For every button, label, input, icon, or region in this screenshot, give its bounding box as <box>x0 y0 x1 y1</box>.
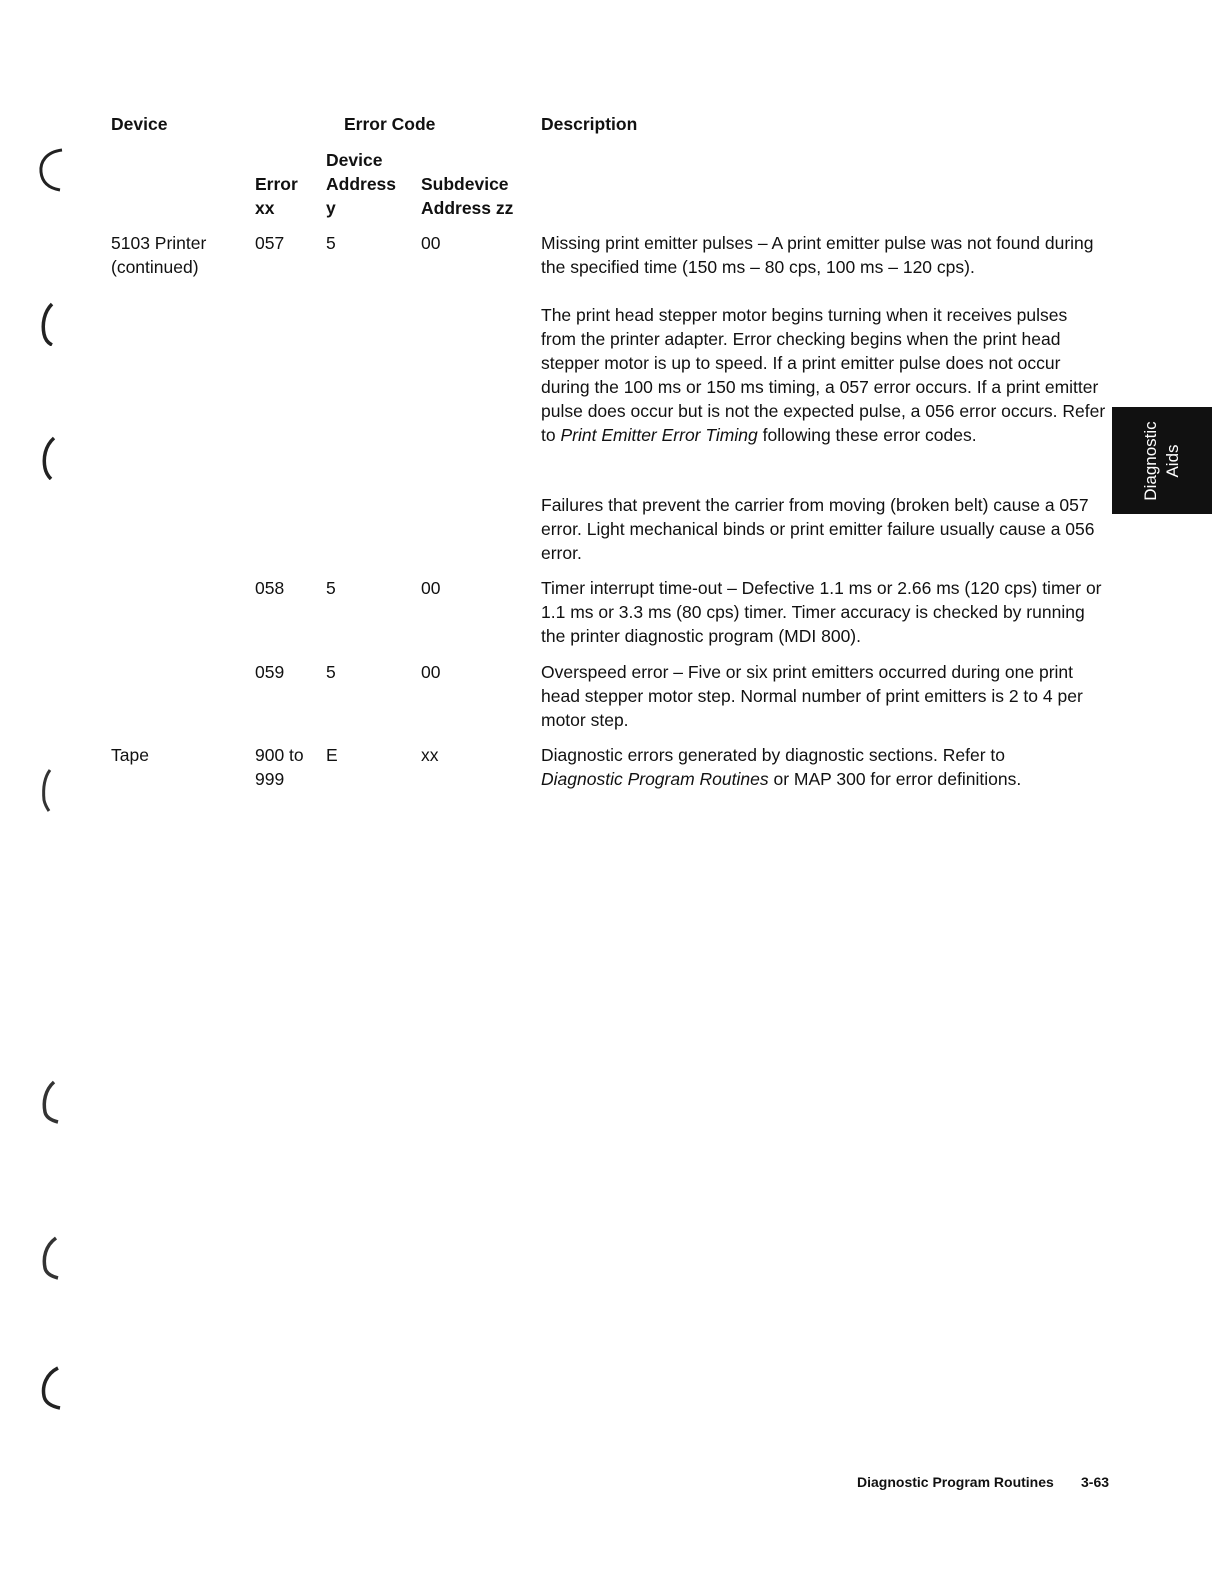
description-text: Diagnostic errors generated by diagnostic sections. Refer to <box>541 745 1005 765</box>
footer-title: Diagnostic Program Routines <box>857 1474 1054 1490</box>
header-subdevice-line1: Subdevice <box>421 174 509 194</box>
header-error-line1: Error <box>255 174 298 194</box>
binder-hole-mark <box>32 148 70 192</box>
section-thumb-tab <box>1112 407 1212 514</box>
row-description <box>541 576 1106 648</box>
row-subdevice-address: 00 <box>421 233 441 253</box>
row-device-address: 5 <box>326 662 336 682</box>
row-subdevice-address: 00 <box>421 578 441 598</box>
description-text: or MAP 300 for error definitions. <box>773 769 1022 789</box>
row-device-address: E <box>326 745 338 765</box>
description-paragraph <box>541 303 1106 447</box>
row-description <box>541 303 1106 447</box>
row-device-address: 5 <box>326 233 336 253</box>
row-device-address: 5 <box>326 578 336 598</box>
description-reference: Diagnostic Program Routines <box>541 769 769 789</box>
description-reference: Print Emitter Error Timing <box>560 425 758 445</box>
binder-hole-mark <box>32 1080 70 1124</box>
row-error-code-line2: 999 <box>255 769 285 789</box>
row-device-line2: (continued) <box>111 257 199 277</box>
description-text: The print head stepper motor begins turning when it receives pulses from the printer adapter. Error checking begins when the print head stepper motor is up to speed. If a print emitter pulse does not occur during the 100 ms or 150 ms timing, a 057 error occurs. If a print emitter pulse does occur but is not the expected pulse, a 056 error occurs. Refer to <box>541 305 1106 445</box>
header-error-code: Error Code <box>344 114 436 134</box>
binder-hole-mark <box>32 302 70 346</box>
header-subdevice-line2: Address zz <box>421 198 514 218</box>
header-description: Description <box>541 114 638 134</box>
binder-hole-mark <box>32 1366 70 1410</box>
row-error-code: 059 <box>255 662 285 682</box>
page-number: 3-63 <box>1081 1474 1110 1490</box>
header-device-address-line1: Device <box>326 150 383 170</box>
row-subdevice-address: 00 <box>421 662 441 682</box>
row-device-line1: Tape <box>111 745 149 765</box>
row-subdevice-address: xx <box>421 745 439 765</box>
row-description <box>541 231 1106 279</box>
row-description <box>541 743 1106 791</box>
description-paragraph: Overspeed error – Five or six print emitters occurred during one print head stepper motor step. Normal number of print emitters is 2 to 4 per motor step. <box>541 662 1083 730</box>
header-error-line2: xx <box>255 198 275 218</box>
description-paragraph: Missing print emitter pulses – A print emitter pulse was not found during the specified time (150 ms – 80 cps, 100 ms – 120 cps). <box>541 233 1094 277</box>
binder-hole-mark <box>32 436 70 480</box>
binder-hole-mark <box>32 768 70 812</box>
row-device-line1: 5103 Printer <box>111 233 207 253</box>
tab-label-line1: Diagnostic <box>1141 420 1160 501</box>
header-device-address-line2: Address <box>326 174 397 194</box>
description-paragraph: Timer interrupt time-out – Defective 1.1 ms or 2.66 ms (120 cps) timer or 1.1 ms or 3.3 ms (80 cps) timer. Timer accuracy is checked by running the printer diagnostic program (MDI 800). <box>541 578 1102 646</box>
header-device: Device <box>111 114 168 134</box>
tab-label-line2: Aids <box>1163 443 1182 478</box>
header-device-address-line3: y <box>326 198 336 218</box>
row-error-code: 058 <box>255 578 285 598</box>
row-description <box>541 493 1106 565</box>
row-error-code: 900 to <box>255 745 304 765</box>
section-thumb-tab-label <box>1140 421 1184 500</box>
description-text: following these error codes. <box>762 425 977 445</box>
row-description <box>541 660 1106 732</box>
description-paragraph <box>541 743 1106 791</box>
binder-hole-mark <box>32 1236 70 1280</box>
description-paragraph: Failures that prevent the carrier from moving (broken belt) cause a 057 error. Light mechanical binds or print emitter failure usually cause a 056 error. <box>541 495 1095 563</box>
row-error-code: 057 <box>255 233 285 253</box>
